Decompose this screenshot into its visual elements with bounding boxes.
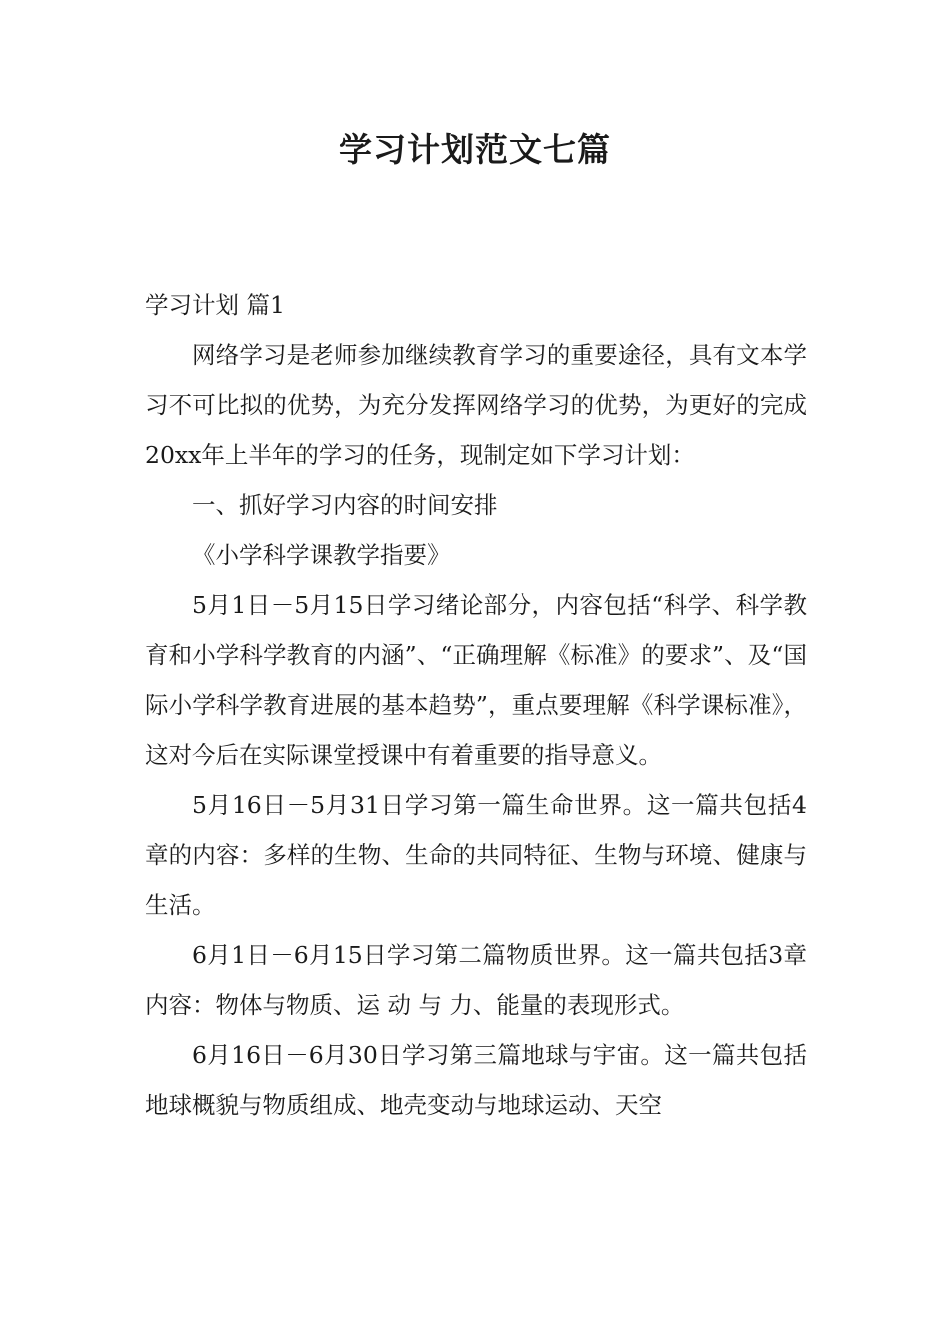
paragraph-schedule-june-first-half: 6月1日－6月15日学习第二篇物质世界。这一篇共包括3章内容：物体与物质、运 动 与 力、能量的表现形式。 — [145, 941, 807, 1019]
paragraph-schedule-june-second-half: 6月16日－6月30日学习第三篇地球与宇宙。这一篇共包括地球概貌与物质组成、地壳变动与地球运动、天空 — [145, 1041, 807, 1119]
paragraph-schedule-may-first-half: 5月1日－5月15日学习绪论部分，内容包括“科学、科学教育和小学科学教育的内涵”、“正确理解《标准》的要求”、及“国际小学科学教育进展的基本趋势”，重点要理解《科学课标准》，这对今后在实际课堂授课中有着重要的指导意义。 — [145, 591, 807, 769]
paragraph-schedule-may-second-half: 5月16日－5月31日学习第一篇生命世界。这一篇共包括4章的内容：多样的生物、生命的共同特征、生物与环境、健康与生活。 — [145, 791, 807, 919]
section-heading: 学习计划 篇1 — [145, 291, 285, 319]
document-body — [145, 280, 807, 1130]
document-title: 学习计划范文七篇 — [339, 130, 611, 169]
paragraph-subheading-time-plan: 一、抓好学习内容的时间安排 — [192, 491, 498, 519]
paragraph-book-title: 《小学科学课教学指要》 — [192, 541, 451, 569]
paragraph-intro: 网络学习是老师参加继续教育学习的重要途径，具有文本学习不可比拟的优势，为充分发挥网络学习的优势，为更好的完成20xx年上半年的学习的任务，现制定如下学习计划： — [145, 341, 807, 469]
